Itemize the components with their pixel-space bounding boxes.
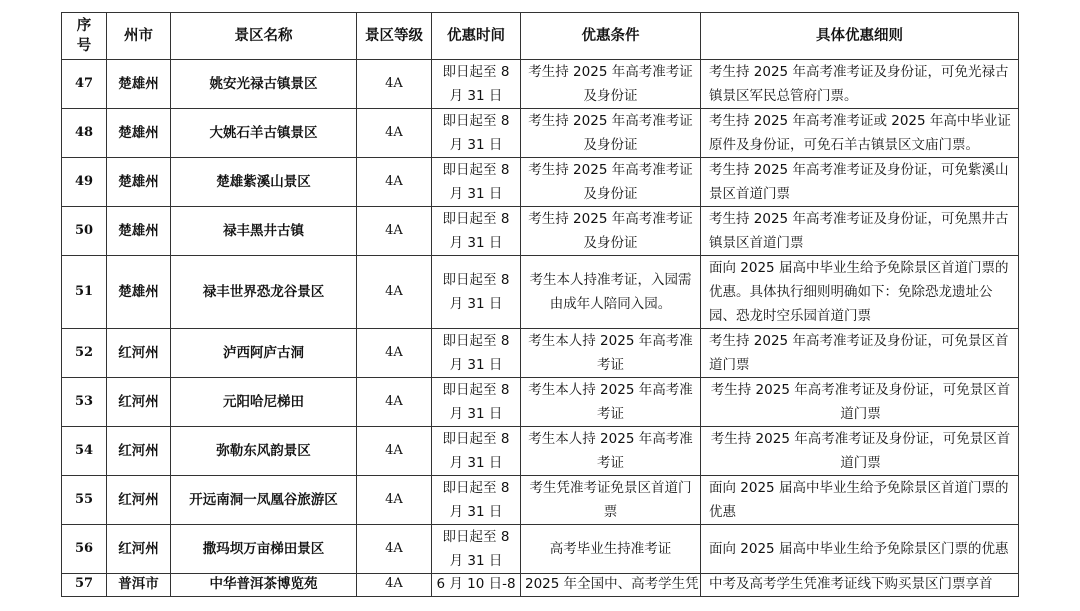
row-no: 55 [62, 476, 107, 525]
discount-table [61, 12, 1019, 597]
row-level: 4A [357, 525, 432, 574]
row-time: 即日起至 8 月 31 日 [432, 207, 521, 256]
row-level: 4A [357, 60, 432, 109]
row-level: 4A [357, 329, 432, 378]
row-city: 红河州 [107, 329, 171, 378]
table-row [62, 378, 1019, 427]
row-no: 49 [62, 158, 107, 207]
row-cond: 考生本人持准考证，入园需由成年人陪同入园。 [521, 256, 701, 329]
row-level: 4A [357, 574, 432, 597]
row-time: 即日起至 8 月 31 日 [432, 109, 521, 158]
header-city: 州市 [107, 13, 171, 60]
row-city: 楚雄州 [107, 207, 171, 256]
header-detail: 具体优惠细则 [701, 13, 1019, 60]
table-row [62, 574, 1019, 597]
row-name: 泸西阿庐古洞 [171, 329, 357, 378]
row-time: 即日起至 8 月 31 日 [432, 256, 521, 329]
row-cond: 考生凭准考证免景区首道门票 [521, 476, 701, 525]
row-no: 56 [62, 525, 107, 574]
row-level: 4A [357, 207, 432, 256]
row-name: 禄丰黑井古镇 [171, 207, 357, 256]
row-cond: 考生持 2025 年高考准考证及身份证 [521, 60, 701, 109]
row-detail: 考生持 2025 年高考准考证及身份证，可免景区首道门票 [701, 378, 1019, 427]
row-time: 即日起至 8 月 31 日 [432, 60, 521, 109]
row-detail: 考生持 2025 年高考准考证及身份证，可免黑井古镇景区首道门票 [701, 207, 1019, 256]
row-cond: 考生持 2025 年高考准考证及身份证 [521, 158, 701, 207]
row-name: 姚安光禄古镇景区 [171, 60, 357, 109]
row-no: 54 [62, 427, 107, 476]
row-level: 4A [357, 378, 432, 427]
row-time: 即日起至 8 月 31 日 [432, 329, 521, 378]
table-row [62, 60, 1019, 109]
table-row [62, 476, 1019, 525]
row-detail: 考生持 2025 年高考准考证及身份证，可免光禄古镇景区军民总管府门票。 [701, 60, 1019, 109]
row-cond: 考生持 2025 年高考准考证及身份证 [521, 109, 701, 158]
row-detail: 考生持 2025 年高考准考证及身份证，可免景区首道门票 [701, 329, 1019, 378]
row-time: 即日起至 8 月 31 日 [432, 427, 521, 476]
table-row [62, 329, 1019, 378]
row-level: 4A [357, 109, 432, 158]
row-city: 红河州 [107, 476, 171, 525]
row-detail: 面向 2025 届高中毕业生给予免除景区首道门票的优惠。具体执行细则明确如下：免除恐龙遗址公园、恐龙时空乐园首道门票 [701, 256, 1019, 329]
row-city: 楚雄州 [107, 60, 171, 109]
row-name: 禄丰世界恐龙谷景区 [171, 256, 357, 329]
table-row [62, 207, 1019, 256]
row-cond: 考生本人持 2025 年高考准考证 [521, 427, 701, 476]
row-detail: 考生持 2025 年高考准考证及身份证，可免紫溪山景区首道门票 [701, 158, 1019, 207]
row-no: 53 [62, 378, 107, 427]
header-time: 优惠时间 [432, 13, 521, 60]
row-time: 即日起至 8 月 31 日 [432, 158, 521, 207]
header-row [62, 13, 1019, 60]
row-name: 弥勒东风韵景区 [171, 427, 357, 476]
row-no: 50 [62, 207, 107, 256]
row-time: 6 月 10 日-8 [432, 574, 521, 597]
row-level: 4A [357, 427, 432, 476]
row-time: 即日起至 8 月 31 日 [432, 476, 521, 525]
row-time: 即日起至 8 月 31 日 [432, 378, 521, 427]
row-cond: 高考毕业生持准考证 [521, 525, 701, 574]
row-city: 红河州 [107, 427, 171, 476]
row-no: 52 [62, 329, 107, 378]
header-no: 序号 [62, 13, 107, 60]
row-detail: 面向 2025 届高中毕业生给予免除景区门票的优惠 [701, 525, 1019, 574]
table-row [62, 256, 1019, 329]
row-level: 4A [357, 476, 432, 525]
row-city: 楚雄州 [107, 256, 171, 329]
table-row [62, 109, 1019, 158]
row-city: 红河州 [107, 525, 171, 574]
row-city: 普洱市 [107, 574, 171, 597]
row-name: 中华普洱茶博览苑 [171, 574, 357, 597]
table-row [62, 427, 1019, 476]
row-detail: 考生持 2025 年高考准考证或 2025 年高中毕业证原件及身份证，可免石羊古镇景区文庙门票。 [701, 109, 1019, 158]
row-detail: 面向 2025 届高中毕业生给予免除景区首道门票的优惠 [701, 476, 1019, 525]
row-no: 47 [62, 60, 107, 109]
header-cond: 优惠条件 [521, 13, 701, 60]
row-time: 即日起至 8 月 31 日 [432, 525, 521, 574]
row-cond: 考生本人持 2025 年高考准考证 [521, 378, 701, 427]
table-row [62, 525, 1019, 574]
row-cond: 考生本人持 2025 年高考准考证 [521, 329, 701, 378]
row-city: 楚雄州 [107, 109, 171, 158]
header-level: 景区等级 [357, 13, 432, 60]
row-detail: 中考及高考学生凭准考证线下购买景区门票享首 [701, 574, 1019, 597]
row-no: 57 [62, 574, 107, 597]
row-name: 撒玛坝万亩梯田景区 [171, 525, 357, 574]
row-no: 48 [62, 109, 107, 158]
row-level: 4A [357, 158, 432, 207]
row-cond: 考生持 2025 年高考准考证及身份证 [521, 207, 701, 256]
row-level: 4A [357, 256, 432, 329]
row-city: 红河州 [107, 378, 171, 427]
row-name: 楚雄紫溪山景区 [171, 158, 357, 207]
row-cond: 2025 年全国中、高考学生凭 [521, 574, 701, 597]
row-no: 51 [62, 256, 107, 329]
header-name: 景区名称 [171, 13, 357, 60]
row-city: 楚雄州 [107, 158, 171, 207]
row-detail: 考生持 2025 年高考准考证及身份证，可免景区首道门票 [701, 427, 1019, 476]
row-name: 大姚石羊古镇景区 [171, 109, 357, 158]
table-row [62, 158, 1019, 207]
row-name: 开远南洞一凤凰谷旅游区 [171, 476, 357, 525]
row-name: 元阳哈尼梯田 [171, 378, 357, 427]
